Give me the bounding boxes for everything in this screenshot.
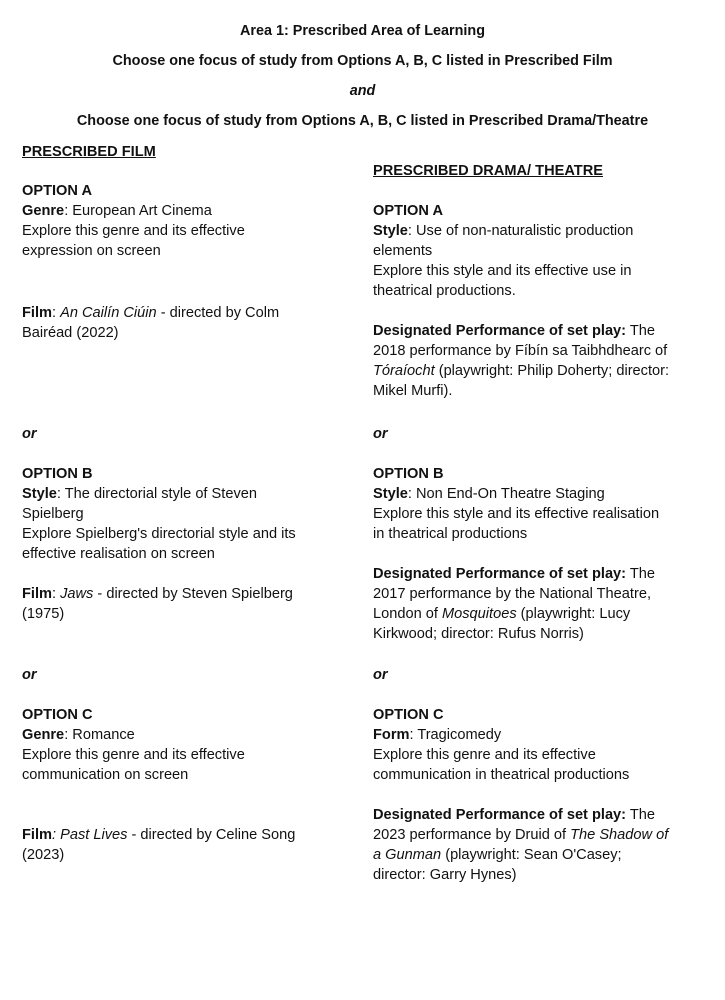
film-text-segment: : European Art Cinema: [64, 203, 212, 219]
film-text-segment: Style: [22, 486, 57, 502]
film-text-line: [22, 464, 93, 484]
film-section-heading: PRESCRIBED FILM: [22, 144, 156, 160]
drama-text-line: [373, 805, 655, 825]
film-text-line: [22, 142, 156, 162]
film-text-line: [22, 725, 135, 745]
film-text-line: [22, 825, 295, 845]
drama-text-segment: The: [626, 566, 655, 582]
drama-text-segment: a Gunman: [373, 847, 442, 863]
drama-text-line: [373, 604, 630, 624]
film-text-segment: communication on screen: [22, 767, 189, 783]
film-text-segment: :: [52, 305, 61, 321]
film-text-segment: (2023): [22, 847, 65, 863]
film-text-line: [22, 765, 188, 785]
drama-text-segment: 2023 performance by Druid of: [373, 827, 571, 843]
drama-text-line: [373, 865, 517, 885]
drama-text-line: [373, 524, 527, 544]
drama-text-line: [373, 725, 501, 745]
film-text-line: [22, 303, 279, 323]
drama-text-segment: or: [373, 426, 388, 442]
film-text-line: [22, 484, 257, 504]
drama-text-line: [373, 564, 655, 584]
film-text-line: [22, 181, 92, 201]
film-text-line: [22, 241, 161, 261]
drama-text-line: [373, 201, 443, 221]
drama-text-segment: in theatrical productions: [373, 526, 528, 542]
drama-text-segment: Style: [373, 223, 408, 239]
film-text-segment: An Cailín Ciúin: [60, 305, 157, 321]
film-text-segment: OPTION C: [22, 707, 93, 723]
drama-text-line: [373, 424, 388, 444]
film-text-segment: effective realisation on screen: [22, 546, 215, 562]
drama-text-segment: Explore this style and its effective use in: [373, 263, 632, 279]
drama-text-segment: : Use of non-naturalistic production: [407, 223, 634, 239]
film-text-segment: or: [22, 426, 37, 442]
drama-text-line: [373, 341, 667, 361]
film-text-segment: Bairéad (2022): [22, 325, 119, 341]
film-text-line: [22, 544, 215, 564]
drama-text-segment: OPTION A: [373, 203, 443, 219]
film-text-segment: (1975): [22, 606, 65, 622]
film-text-segment: Jaws: [60, 586, 94, 602]
drama-text-line: [373, 504, 659, 524]
drama-text-segment: (playwright: Lucy: [516, 606, 631, 622]
drama-text-segment: Tóraíocht: [373, 363, 435, 379]
film-text-segment: :: [52, 586, 61, 602]
drama-text-line: [373, 464, 444, 484]
drama-text-line: [373, 765, 629, 785]
film-text-segment: Explore this genre and its effective: [22, 747, 245, 763]
film-text-line: [22, 845, 64, 865]
film-text-segment: Spielberg: [22, 506, 84, 522]
film-text-segment: - directed by Steven Spielberg: [93, 586, 293, 602]
film-text-line: [22, 665, 37, 685]
drama-text-line: [373, 705, 444, 725]
drama-text-line: [373, 665, 388, 685]
drama-text-segment: The: [626, 323, 655, 339]
film-text-line: [22, 604, 64, 624]
instruction-drama: Choose one focus of study from Options A, B, C listed in Prescribed Drama/Theatre: [76, 113, 649, 129]
drama-text-segment: 2018 performance by Fíbín sa Taibhdhearc of: [373, 343, 668, 359]
drama-text-segment: Explore this style and its effective realisation: [373, 506, 660, 522]
drama-text-line: [373, 281, 516, 301]
drama-text-line: [373, 221, 633, 241]
film-text-segment: or: [22, 667, 37, 683]
film-text-segment: Explore Spielberg's directorial style and its: [22, 526, 296, 542]
film-text-segment: OPTION A: [22, 183, 92, 199]
drama-text-segment: 2017 performance by the National Theatre,: [373, 586, 651, 602]
film-text-segment: Genre: [22, 203, 65, 219]
film-text-line: [22, 504, 84, 524]
drama-text-segment: Designated Performance of set play:: [373, 807, 627, 823]
film-text-segment: - directed by Celine Song: [127, 827, 296, 843]
film-text-segment: Film: [22, 305, 52, 321]
film-text-segment: Explore this genre and its effective: [22, 223, 245, 239]
drama-text-segment: Form: [373, 727, 410, 743]
film-text-line: [22, 705, 93, 725]
drama-text-segment: Kirkwood; director: Rufus Norris): [373, 626, 584, 642]
drama-text-segment: communication in theatrical productions: [373, 767, 630, 783]
drama-text-segment: Designated Performance of set play:: [373, 566, 627, 582]
drama-text-segment: : Non End-On Theatre Staging: [407, 486, 605, 502]
film-text-segment: Film: [22, 827, 52, 843]
film-text-line: [22, 221, 245, 241]
drama-text-segment: director: Garry Hynes): [373, 867, 517, 883]
drama-text-segment: Mosquitoes: [441, 606, 517, 622]
instruction-film: Choose one focus of study from Options A, B, C listed in Prescribed Film: [112, 53, 613, 69]
film-text-segment: expression on screen: [22, 243, 161, 259]
drama-text-line: [373, 261, 632, 281]
film-text-segment: - directed by Colm: [156, 305, 280, 321]
drama-text-segment: or: [373, 667, 388, 683]
film-text-line: [22, 584, 293, 604]
drama-text-line: [373, 745, 596, 765]
film-text-segment: Film: [22, 586, 52, 602]
film-text-segment: : The directorial style of Steven: [56, 486, 257, 502]
film-text-line: [22, 201, 212, 221]
film-text-line: [22, 524, 296, 544]
drama-text-segment: The: [626, 807, 655, 823]
page-title: Area 1: Prescribed Area of Learning: [240, 23, 485, 39]
drama-text-segment: OPTION B: [373, 466, 444, 482]
film-text-line: [22, 323, 119, 343]
drama-text-line: [373, 584, 651, 604]
drama-text-segment: The Shadow of: [570, 827, 669, 843]
drama-text-segment: OPTION C: [373, 707, 444, 723]
drama-text-segment: elements: [373, 243, 433, 259]
film-text-segment: OPTION B: [22, 466, 93, 482]
film-text-segment: : Past Lives: [52, 827, 128, 843]
film-text-line: [22, 424, 37, 444]
film-text-line: [22, 745, 245, 765]
drama-text-segment: (playwright: Sean O'Casey;: [441, 847, 622, 863]
drama-text-segment: London of: [373, 606, 442, 622]
instruction-and: and: [349, 83, 376, 99]
drama-text-line: [373, 361, 669, 381]
drama-text-line: [373, 845, 622, 865]
drama-text-line: [373, 381, 452, 401]
drama-text-segment: Designated Performance of set play:: [373, 323, 627, 339]
drama-text-line: [373, 624, 584, 644]
drama-text-line: [373, 484, 605, 504]
drama-text-line: [373, 825, 668, 845]
drama-text-segment: theatrical productions.: [373, 283, 516, 299]
drama-text-segment: Mikel Murfi).: [373, 383, 453, 399]
film-text-segment: : Romance: [64, 727, 135, 743]
drama-text-segment: Explore this genre and its effective: [373, 747, 596, 763]
drama-text-segment: : Tragicomedy: [409, 727, 502, 743]
drama-text-line: [373, 321, 655, 341]
drama-section-heading: PRESCRIBED DRAMA/ THEATRE: [373, 163, 603, 179]
drama-text-segment: (playwright: Philip Doherty; director:: [434, 363, 670, 379]
drama-text-line: [373, 161, 603, 181]
film-text-segment: Genre: [22, 727, 65, 743]
drama-text-segment: Style: [373, 486, 408, 502]
drama-text-line: [373, 241, 432, 261]
